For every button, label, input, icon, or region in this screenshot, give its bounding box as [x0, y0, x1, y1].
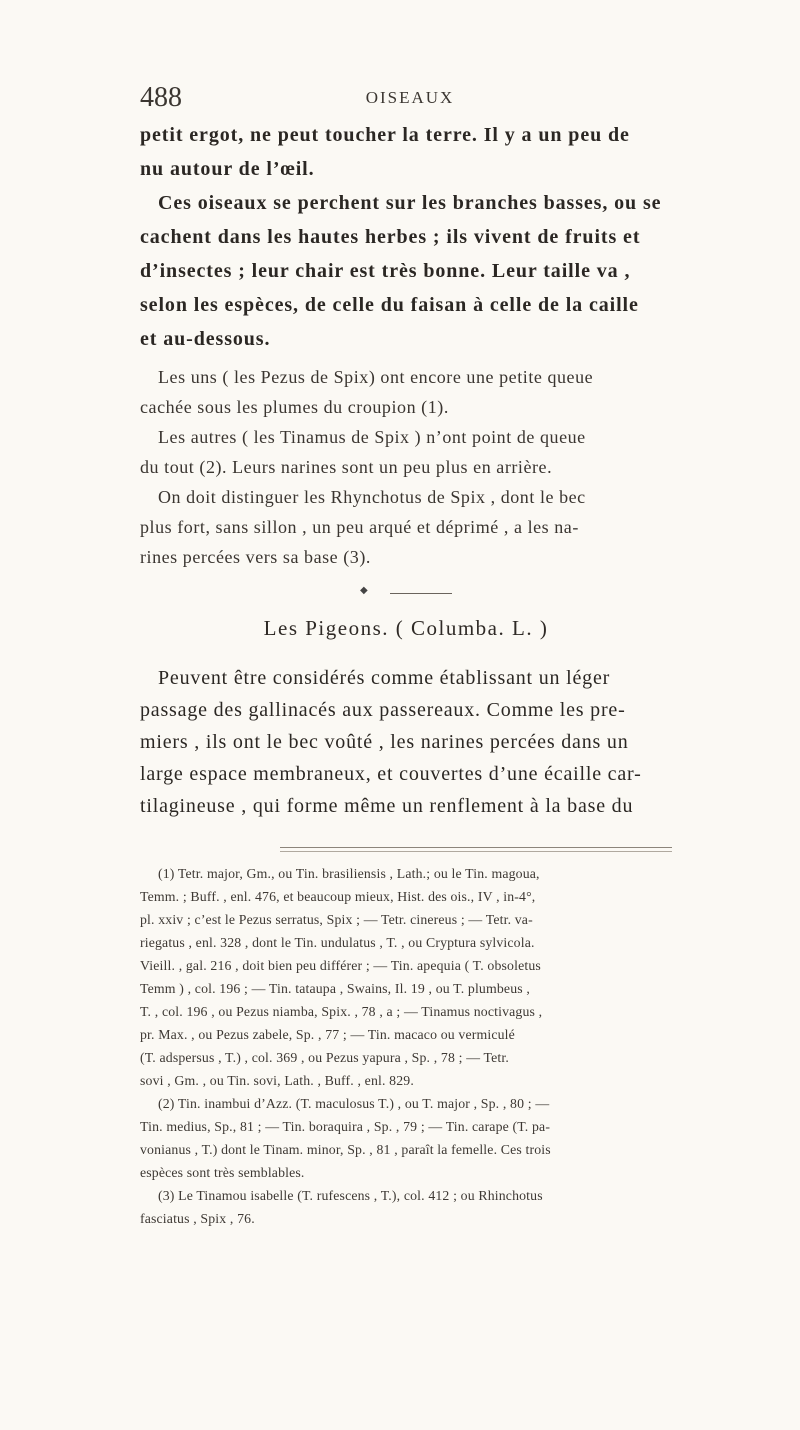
footnote-line: riegatus , enl. 328 , dont le Tin. undulatus , T. , ou Cryptura sylvicola. [140, 935, 535, 950]
footnote-line: (2) Tin. inambui d’Azz. (T. maculosus T.) , ou T. major , Sp. , 80 ; — [158, 1096, 550, 1111]
running-head: OISEAUX [365, 88, 455, 107]
text-line: cachée sous les plumes du croupion (1). [140, 397, 449, 417]
page-number: 488 [140, 82, 182, 113]
footnote-line: pl. xxiv ; c’est le Pezus serratus, Spix ; — Tetr. cinereus ; — Tetr. va- [140, 912, 533, 927]
footnote-line: espèces sont très semblables. [140, 1165, 305, 1180]
paragraph-2 [140, 362, 672, 572]
text-line: Les autres ( les Tinamus de Spix ) n’ont point de queue [158, 427, 586, 447]
footnote-line: vonianus , T.) dont le Tinam. minor, Sp. , 81 , paraît la femelle. Ces trois [140, 1142, 551, 1157]
footnote-line: sovi , Gm. , ou Tin. sovi, Lath. , Buff. , enl. 829. [140, 1073, 414, 1088]
footnote-line: (1) Tetr. major, Gm., ou Tin. brasiliensis , Lath.; ou le Tin. magoua, [158, 866, 540, 881]
text-line: large espace membraneux, et couvertes d’une écaille car- [140, 763, 642, 785]
footnote-line: Tin. medius, Sp., 81 ; — Tin. boraquira , Sp. , 79 ; — Tin. carape (T. pa- [140, 1119, 551, 1134]
text-line: Les uns ( les Pezus de Spix) ont encore une petite queue [158, 367, 594, 387]
text-line: selon les espèces, de celle du faisan à celle de la caille [140, 294, 639, 316]
text-line: nu autour de l’œil. [140, 158, 315, 180]
footnote-line: T. , col. 196 , ou Pezus niamba, Spix. , 78 , a ; — Tinamus noctivagus , [140, 1004, 543, 1019]
text-line: Ces oiseaux se perchent sur les branches basses, ou se [158, 192, 662, 214]
text-line: et au-dessous. [140, 328, 271, 350]
footnote-line: Temm. ; Buff. , enl. 476, et beaucoup mieux, Hist. des ois., IV , in-4°, [140, 889, 536, 904]
footnote-line: Vieill. , gal. 216 , doit bien peu différer ; — Tin. apequia ( T. obsoletus [140, 958, 541, 973]
footnote-line: (T. adspersus , T.) , col. 369 , ou Pezus yapura , Sp. , 78 ; — Tetr. [140, 1050, 509, 1065]
footnote-line: Temm ) , col. 196 ; — Tin. tataupa , Swains, Il. 19 , ou T. plumbeus , [140, 981, 530, 996]
page-header [0, 82, 800, 122]
paragraph-3 [140, 662, 680, 822]
text-line: tilagineuse , qui forme même un renflement à la base du [140, 795, 634, 817]
footnote-rule [280, 847, 672, 852]
text-line: du tout (2). Leurs narines sont un peu plus en arrière. [140, 457, 553, 477]
ornament-rule [390, 593, 452, 594]
ornament-dot-icon: ◆ [360, 585, 368, 596]
text-line: passage des gallinacés aux passereaux. Comme les pre- [140, 699, 626, 721]
rule-line [280, 847, 672, 848]
text-line: cachent dans les hautes herbes ; ils vivent de fruits et [140, 226, 641, 248]
text-line: Peuvent être considérés comme établissant un léger [158, 667, 611, 689]
footnote-line: fasciatus , Spix , 76. [140, 1211, 255, 1226]
footnote-line: pr. Max. , ou Pezus zabele, Sp. , 77 ; — Tin. macaco ou vermiculé [140, 1027, 515, 1042]
text-line: miers , ils ont le bec voûté , les narines percées dans un [140, 731, 629, 753]
section-title: Les Pigeons. ( Columba. L. ) [263, 616, 549, 640]
main-text [140, 118, 672, 572]
section-ornament [140, 583, 672, 603]
text-line: plus fort, sans sillon , un peu arqué et déprimé , a les na- [140, 517, 579, 537]
paragraph-1 [140, 118, 672, 356]
rule-line [280, 851, 672, 852]
text-line: rines percées vers sa base (3). [140, 547, 371, 567]
footnote-line: (3) Le Tinamou isabelle (T. rufescens , T.), col. 412 ; ou Rhinchotus [158, 1188, 543, 1203]
text-line: On doit distinguer les Rhynchotus de Spix , dont le bec [158, 487, 586, 507]
text-line: d’insectes ; leur chair est très bonne. Leur taille va , [140, 260, 631, 282]
text-line: petit ergot, ne peut toucher la terre. Il y a un peu de [140, 124, 630, 146]
footnotes [140, 862, 675, 1230]
